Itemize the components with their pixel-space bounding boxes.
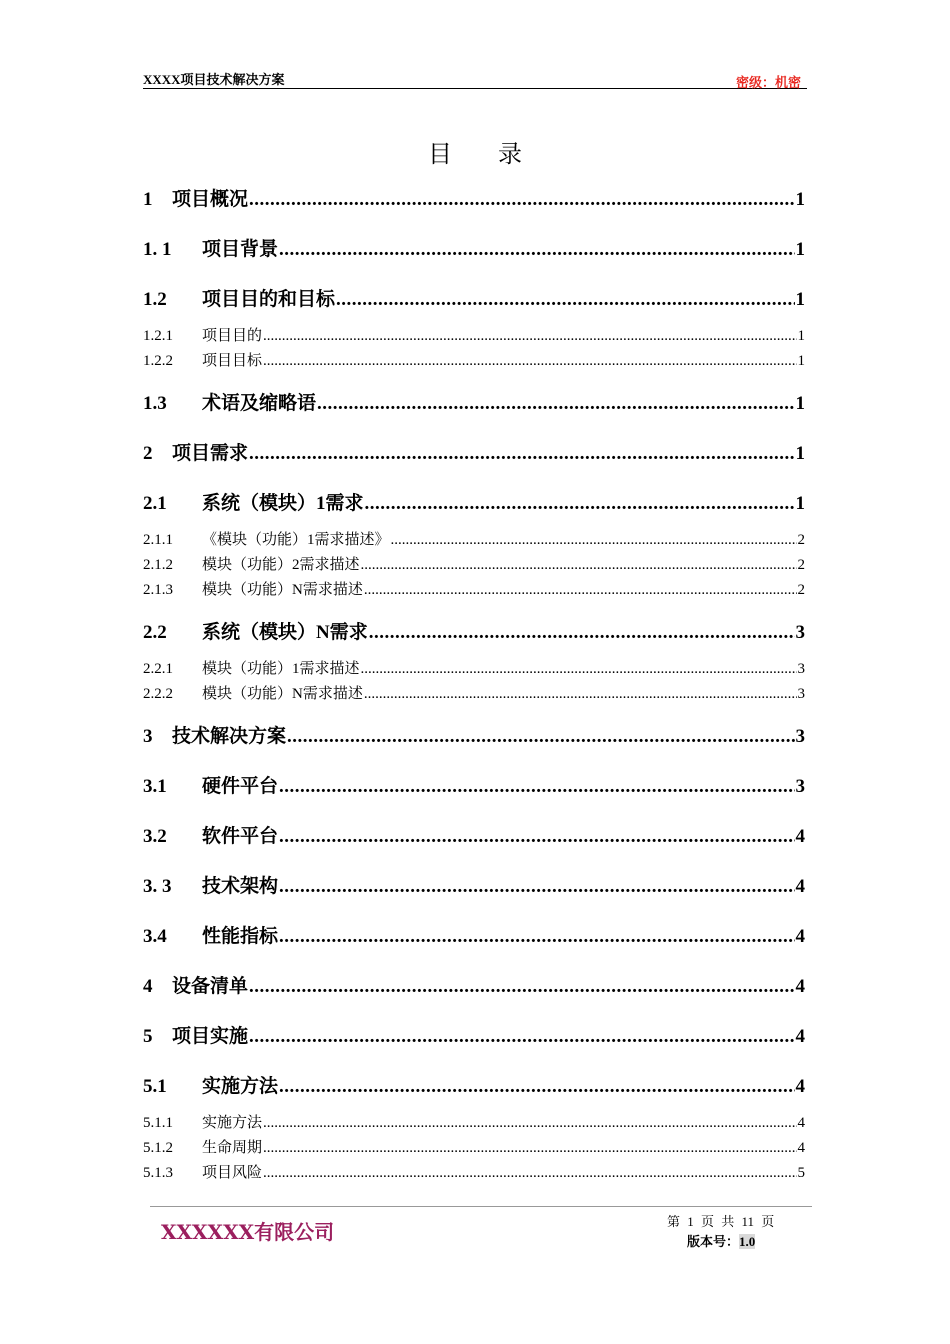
toc-entry-page: 1 <box>797 328 805 344</box>
toc-entry-title: 模块（功能）2需求描述 <box>202 557 360 573</box>
toc-dot-leader <box>263 328 796 345</box>
toc-entry[interactable] <box>143 871 805 907</box>
toc-entry-page: 4 <box>797 1115 805 1131</box>
toc-entry[interactable] <box>143 971 805 1007</box>
toc-entry[interactable] <box>143 1161 805 1186</box>
toc-dot-leader <box>249 443 794 465</box>
toc-entry-number: 5 <box>143 1026 153 1047</box>
toc-entry-title: 实施方法 <box>202 1076 279 1097</box>
toc-entry[interactable] <box>143 578 805 603</box>
toc-entry-page: 1 <box>795 493 805 514</box>
toc-heading: 目录 <box>428 140 568 168</box>
toc-entry-number: 2.1.2 <box>143 557 173 573</box>
toc-entry-page: 3 <box>795 726 805 747</box>
toc-entry-page: 1 <box>795 443 805 464</box>
toc-dot-leader <box>369 622 795 644</box>
toc-entry[interactable] <box>143 682 805 707</box>
toc-entry-page: 1 <box>795 239 805 260</box>
toc-entry-page: 4 <box>795 826 805 847</box>
toc-dot-leader <box>249 189 794 211</box>
toc-dot-leader <box>317 393 794 415</box>
toc-entry-page: 1 <box>797 353 805 369</box>
toc-entry[interactable] <box>143 1111 805 1136</box>
footer-page-info: 第 1 页 共 11 页 <box>667 1214 775 1229</box>
toc-entry-page: 4 <box>795 976 805 997</box>
toc-entry[interactable] <box>143 1021 805 1057</box>
toc-entry-page: 1 <box>795 189 805 210</box>
toc-entry[interactable] <box>143 528 805 553</box>
toc-entry-page: 4 <box>795 876 805 897</box>
toc-entry[interactable] <box>143 488 805 524</box>
toc-entry-title: 项目概况 <box>172 189 249 210</box>
toc-entry[interactable] <box>143 438 805 474</box>
toc-entry-number: 2 <box>143 443 153 464</box>
toc-entry-title: 项目目标 <box>202 353 263 369</box>
toc-entry-number: 3 <box>143 726 153 747</box>
toc-entry-number: 5.1.1 <box>143 1115 173 1131</box>
header-classification: 密级：机密 <box>735 75 801 90</box>
toc-entry[interactable] <box>143 1071 805 1107</box>
toc-entry-number: 2.1.3 <box>143 582 173 598</box>
toc-entry-number: 2.2.1 <box>143 661 173 677</box>
toc-entry-title: 软件平台 <box>202 826 279 847</box>
toc-dot-leader <box>263 1165 796 1182</box>
toc-entry-number: 4 <box>143 976 153 997</box>
toc-entry-title: 项目风险 <box>202 1165 263 1181</box>
toc-entry-page: 1 <box>795 393 805 414</box>
toc-dot-leader <box>361 661 797 678</box>
toc-entry[interactable] <box>143 184 805 220</box>
toc-dot-leader <box>279 239 794 261</box>
toc-entry-number: 1.2 <box>143 289 167 310</box>
toc-dot-leader <box>336 289 794 311</box>
toc-dot-leader <box>279 776 794 798</box>
toc-entry-title: 系统（模块）1需求 <box>202 493 364 514</box>
version-value: 1.0 <box>739 1234 756 1249</box>
toc-entry-number: 2.1 <box>143 493 167 514</box>
toc-entry-number: 3.4 <box>143 926 167 947</box>
toc-entry[interactable] <box>143 771 805 807</box>
toc-dot-leader <box>279 926 794 948</box>
version-label: 版本号： <box>687 1234 740 1249</box>
toc-entry-title: 实施方法 <box>202 1115 263 1131</box>
toc-entry-page: 5 <box>797 1165 805 1181</box>
toc-entry[interactable] <box>143 821 805 857</box>
toc-entry[interactable] <box>143 324 805 349</box>
toc-entry-page: 3 <box>797 686 805 702</box>
toc-entry[interactable] <box>143 388 805 424</box>
toc-entry-number: 2.2.2 <box>143 686 173 702</box>
toc-entry-page: 4 <box>795 926 805 947</box>
toc-entry-title: 《模块（功能）1需求描述》 <box>202 532 390 548</box>
toc-entry[interactable] <box>143 234 805 270</box>
toc-dot-leader <box>361 557 797 574</box>
toc-entry-page: 2 <box>797 532 805 548</box>
toc-dot-leader <box>279 826 794 848</box>
toc-entry-title: 设备清单 <box>172 976 249 997</box>
toc-entry-title: 项目目的和目标 <box>202 289 336 310</box>
toc-dot-leader <box>287 726 794 748</box>
toc-entry-number: 2.1.1 <box>143 532 173 548</box>
toc-dot-leader <box>249 1026 794 1048</box>
toc-dot-leader <box>249 976 794 998</box>
toc-dot-leader <box>364 686 797 703</box>
toc-entry-title: 项目需求 <box>172 443 249 464</box>
toc-entry[interactable] <box>143 553 805 578</box>
toc-dot-leader <box>279 876 794 898</box>
toc-entry-number: 5.1 <box>143 1076 167 1097</box>
header-doc-title: XXXX项目技术解决方案 <box>143 72 285 87</box>
toc-dot-leader <box>279 1076 794 1098</box>
toc-entry-title: 系统（模块）N需求 <box>202 622 368 643</box>
footer-divider <box>150 1206 812 1207</box>
toc-entry-number: 3.2 <box>143 826 167 847</box>
toc-entry-number: 5.1.3 <box>143 1165 173 1181</box>
footer-version <box>687 1231 755 1250</box>
toc-entry-number: 2.2 <box>143 622 167 643</box>
toc-entry-title: 模块（功能）N需求描述 <box>202 686 363 702</box>
toc-dot-leader <box>364 582 797 599</box>
footer-company: XXXXXX有限公司 <box>161 1220 335 1244</box>
toc-dot-leader <box>365 493 795 515</box>
toc-entry-number: 1 <box>143 189 153 210</box>
toc-entry-title: 项目目的 <box>202 328 263 344</box>
toc-entry-title: 项目实施 <box>172 1026 249 1047</box>
toc-dot-leader <box>263 1140 796 1157</box>
toc-entry-number: 3.1 <box>143 776 167 797</box>
toc-entry[interactable] <box>143 284 805 320</box>
toc-entry-page: 1 <box>795 289 805 310</box>
toc-entry[interactable] <box>143 921 805 957</box>
toc-entry-page: 4 <box>797 1140 805 1156</box>
toc-entry-title: 技术解决方案 <box>172 726 287 747</box>
toc-dot-leader <box>263 353 796 370</box>
toc-entry-page: 4 <box>795 1076 805 1097</box>
toc-entry-title: 模块（功能）1需求描述 <box>202 661 360 677</box>
toc-entry[interactable] <box>143 657 805 682</box>
toc-entry-page: 3 <box>797 661 805 677</box>
toc-entry-page: 4 <box>795 1026 805 1047</box>
toc-entry-page: 2 <box>797 557 805 573</box>
toc-entry-number: 1.2.2 <box>143 353 173 369</box>
toc-entry-number: 1.3 <box>143 393 167 414</box>
toc-dot-leader <box>263 1115 796 1132</box>
toc-entry-number: 1.2.1 <box>143 328 173 344</box>
toc-entry[interactable] <box>143 617 805 653</box>
toc-entry-title: 模块（功能）N需求描述 <box>202 582 363 598</box>
toc-entry[interactable] <box>143 1136 805 1161</box>
toc-entry-page: 2 <box>797 582 805 598</box>
table-of-contents <box>143 184 805 1186</box>
toc-entry-title: 术语及缩略语 <box>202 393 317 414</box>
toc-entry-title: 项目背景 <box>202 239 279 260</box>
toc-entry[interactable] <box>143 349 805 374</box>
toc-entry-number: 5.1.2 <box>143 1140 173 1156</box>
toc-entry[interactable] <box>143 721 805 757</box>
page-header <box>143 66 807 89</box>
toc-entry-page: 3 <box>795 622 805 643</box>
toc-entry-page: 3 <box>795 776 805 797</box>
toc-entry-number: 1. 1 <box>143 239 172 260</box>
toc-dot-leader <box>391 532 797 549</box>
toc-entry-title: 性能指标 <box>202 926 279 947</box>
toc-entry-title: 技术架构 <box>202 876 279 897</box>
toc-entry-title: 生命周期 <box>202 1140 263 1156</box>
toc-entry-title: 硬件平台 <box>202 776 279 797</box>
toc-entry-number: 3. 3 <box>143 876 172 897</box>
